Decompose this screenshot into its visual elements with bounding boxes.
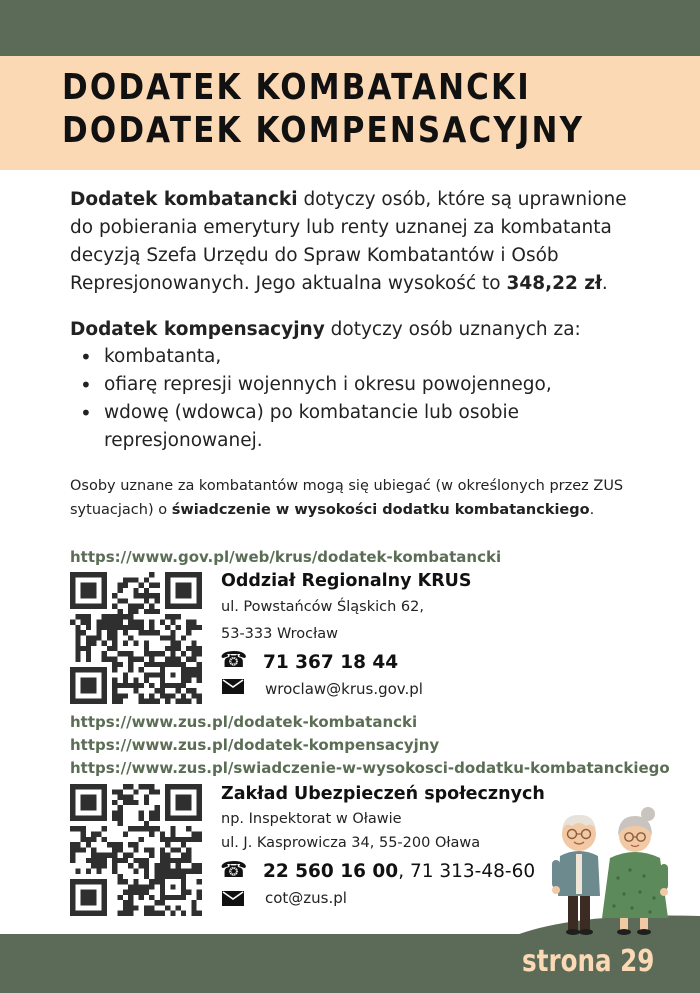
compensation-paragraph [70,316,650,344]
zus-qr-code[interactable] [70,784,202,916]
list-item: • wdowę (wdowca) po kombatancie lub osobie represjonowanej. [80,399,600,455]
intro-paragraph [70,186,650,298]
zus-url-link[interactable]: https://www.zus.pl/dodatek-kombatancki [70,713,418,731]
zus-phone-extra: , 71 313-48-60 [398,861,536,882]
compensation-bold-lead: Dodatek kompensacyjny [70,319,325,340]
title-line-1: DODATEK KOMBATANCKI [62,67,531,108]
compensation-text: dotyczy osób uznanych za: [324,319,581,340]
note-end: . [589,502,595,518]
krus-email-link[interactable]: wroclaw@krus.gov.pl [265,680,423,698]
intro-text: dotyczy osób, które są uprawnione do pobierania emerytury lub renty uznanej za kombatanta decyzją Szefa Urzędu do Spraw Kombatantów i Osób Represjonowanych. Jego aktualna wysokość to [70,189,627,294]
zus-email-link[interactable]: cot@zus.pl [265,889,347,907]
intro-bold-lead: Dodatek kombatancki [70,189,298,210]
intro-end: . [601,273,608,294]
top-band [0,0,700,56]
krus-address-line1: ul. Powstańców Śląskich 62, [221,599,424,615]
zus-address-line2: ul. J. Kasprowicza 34, 55-200 Oława [221,835,481,851]
mail-icon [222,679,244,694]
zus-url-link[interactable]: https://www.zus.pl/swiadczenie-w-wysokosci-dodatku-kombatanckiego [70,759,670,777]
zus-org-name: Zakład Ubezpieczeń społecznych [221,784,545,804]
elderly-couple-illustration [540,798,680,938]
title-line-2: DODATEK KOMPENSACYJNY [62,110,585,151]
zus-address-line1: np. Inspektorat w Oławie [221,811,402,827]
note-paragraph [70,474,660,522]
intro-amount: 348,22 zł [506,273,602,294]
phone-icon: ☎ [220,648,248,673]
krus-url-link[interactable]: https://www.gov.pl/web/krus/dodatek-kombatancki [70,548,502,566]
zus-phone-main: 22 560 16 00 [263,861,399,882]
note-bold: świadczenie w wysokości dodatku kombatanckiego [171,502,590,518]
list-item: • kombatanta, [80,343,600,371]
krus-org-name: Oddział Regionalny KRUS [221,571,472,591]
page-number: strona 29 [521,944,654,979]
krus-qr-code[interactable] [70,572,202,704]
krus-phone: 71 367 18 44 [263,652,399,673]
compensation-list [80,343,600,455]
zus-phone [263,861,535,882]
phone-icon: ☎ [220,858,248,883]
krus-address-line2: 53-333 Wrocław [221,626,339,642]
note-text: Osoby uznane za kombatantów mogą się ubiegać (w określonych przez ZUS sytuacjach) o [70,478,624,518]
list-item: • ofiarę represji wojennych i okresu powojennego, [80,371,600,399]
zus-url-link[interactable]: https://www.zus.pl/dodatek-kompensacyjny [70,736,440,754]
mail-icon [222,891,244,906]
page-title [62,66,584,152]
